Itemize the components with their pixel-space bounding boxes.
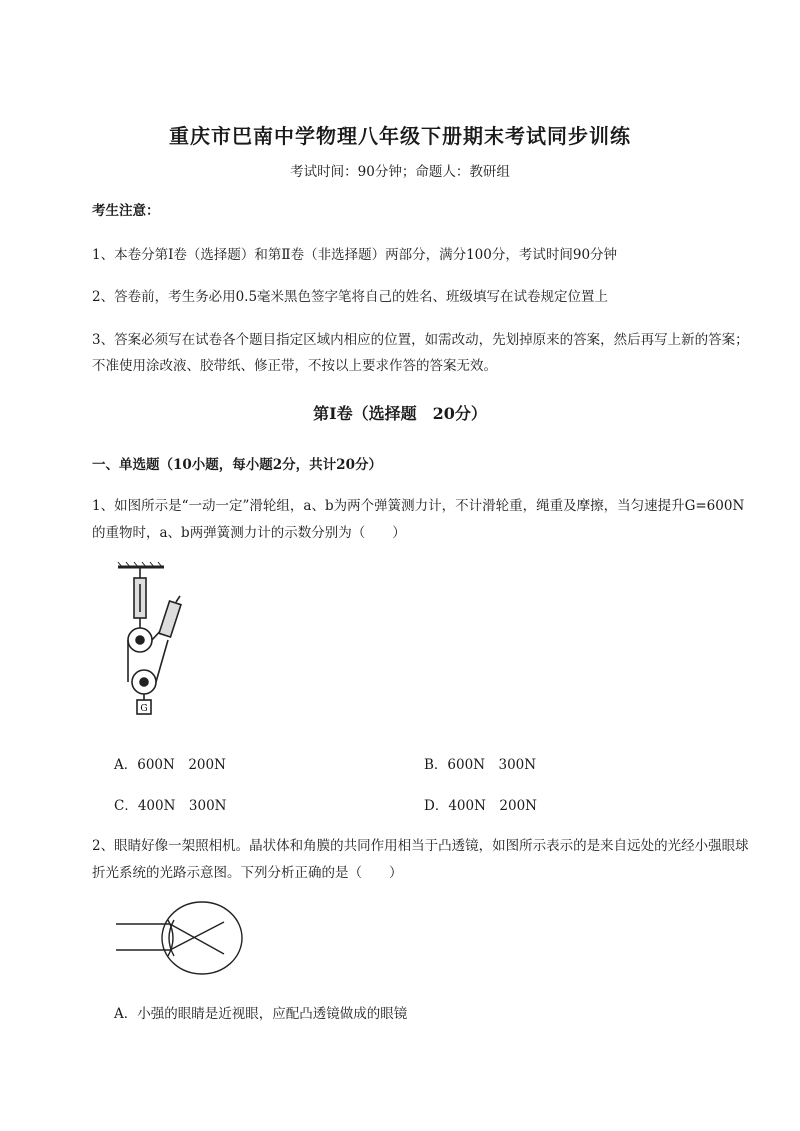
q1-option-a[interactable]: A．600N 200N (114, 757, 226, 773)
q1-option-b[interactable]: B．600N 300N (424, 757, 537, 773)
page-title: 重庆市巴南中学物理八年级下册期末考试同步训练 (169, 124, 631, 148)
exam-info: 考试时间：90分钟；命题人：教研组 (290, 164, 510, 180)
pulley-system-figure (108, 560, 200, 722)
notice-heading: 考生注意： (92, 203, 160, 219)
section-title: 第I卷（选择题 20分） (313, 404, 487, 423)
eye-diagram-figure (112, 898, 252, 982)
notice-item-3: 3、答案必须写在试卷各个题目指定区域内相应的位置，如需改动，先划掉原来的答案，然后再写上新的答案；不准使用涂改液、胶带纸、修正带，不按以上要求作答的答案无效。 (92, 332, 749, 374)
q1-option-c[interactable]: C．400N 300N (114, 798, 227, 814)
question-1-stem: 1、如图所示是“一动一定”滑轮组，a、b为两个弹簧测力计，不计滑轮重，绳重及摩擦，当匀速提升G=600N的重物时，a、b两弹簧测力计的示数分别为（ ） (92, 498, 745, 541)
notice-item-1: 1、本卷分第I卷（选择题）和第Ⅱ卷（非选择题）两部分，满分100分，考试时间90分钟 (92, 247, 618, 263)
weight-label: G (140, 704, 148, 714)
notice-item-2: 2、答卷前，考生务必用0.5毫米黑色签字笔将自己的姓名、班级填写在试卷规定位置上 (92, 289, 609, 305)
q1-option-d[interactable]: D．400N 200N (424, 798, 537, 814)
part-heading: 一、单选题（10小题，每小题2分，共计20分） (92, 457, 382, 473)
q2-option-a[interactable]: A．小强的眼睛是近视眼，应配凸透镜做成的眼镜 (114, 1006, 408, 1022)
question-2-stem: 2、眼睛好像一架照相机。晶状体和角膜的共同作用相当于凸透镜，如图所示表示的是来自远处的光经小强眼球折光系统的光路示意图。下列分析正确的是（ ） (92, 838, 749, 881)
